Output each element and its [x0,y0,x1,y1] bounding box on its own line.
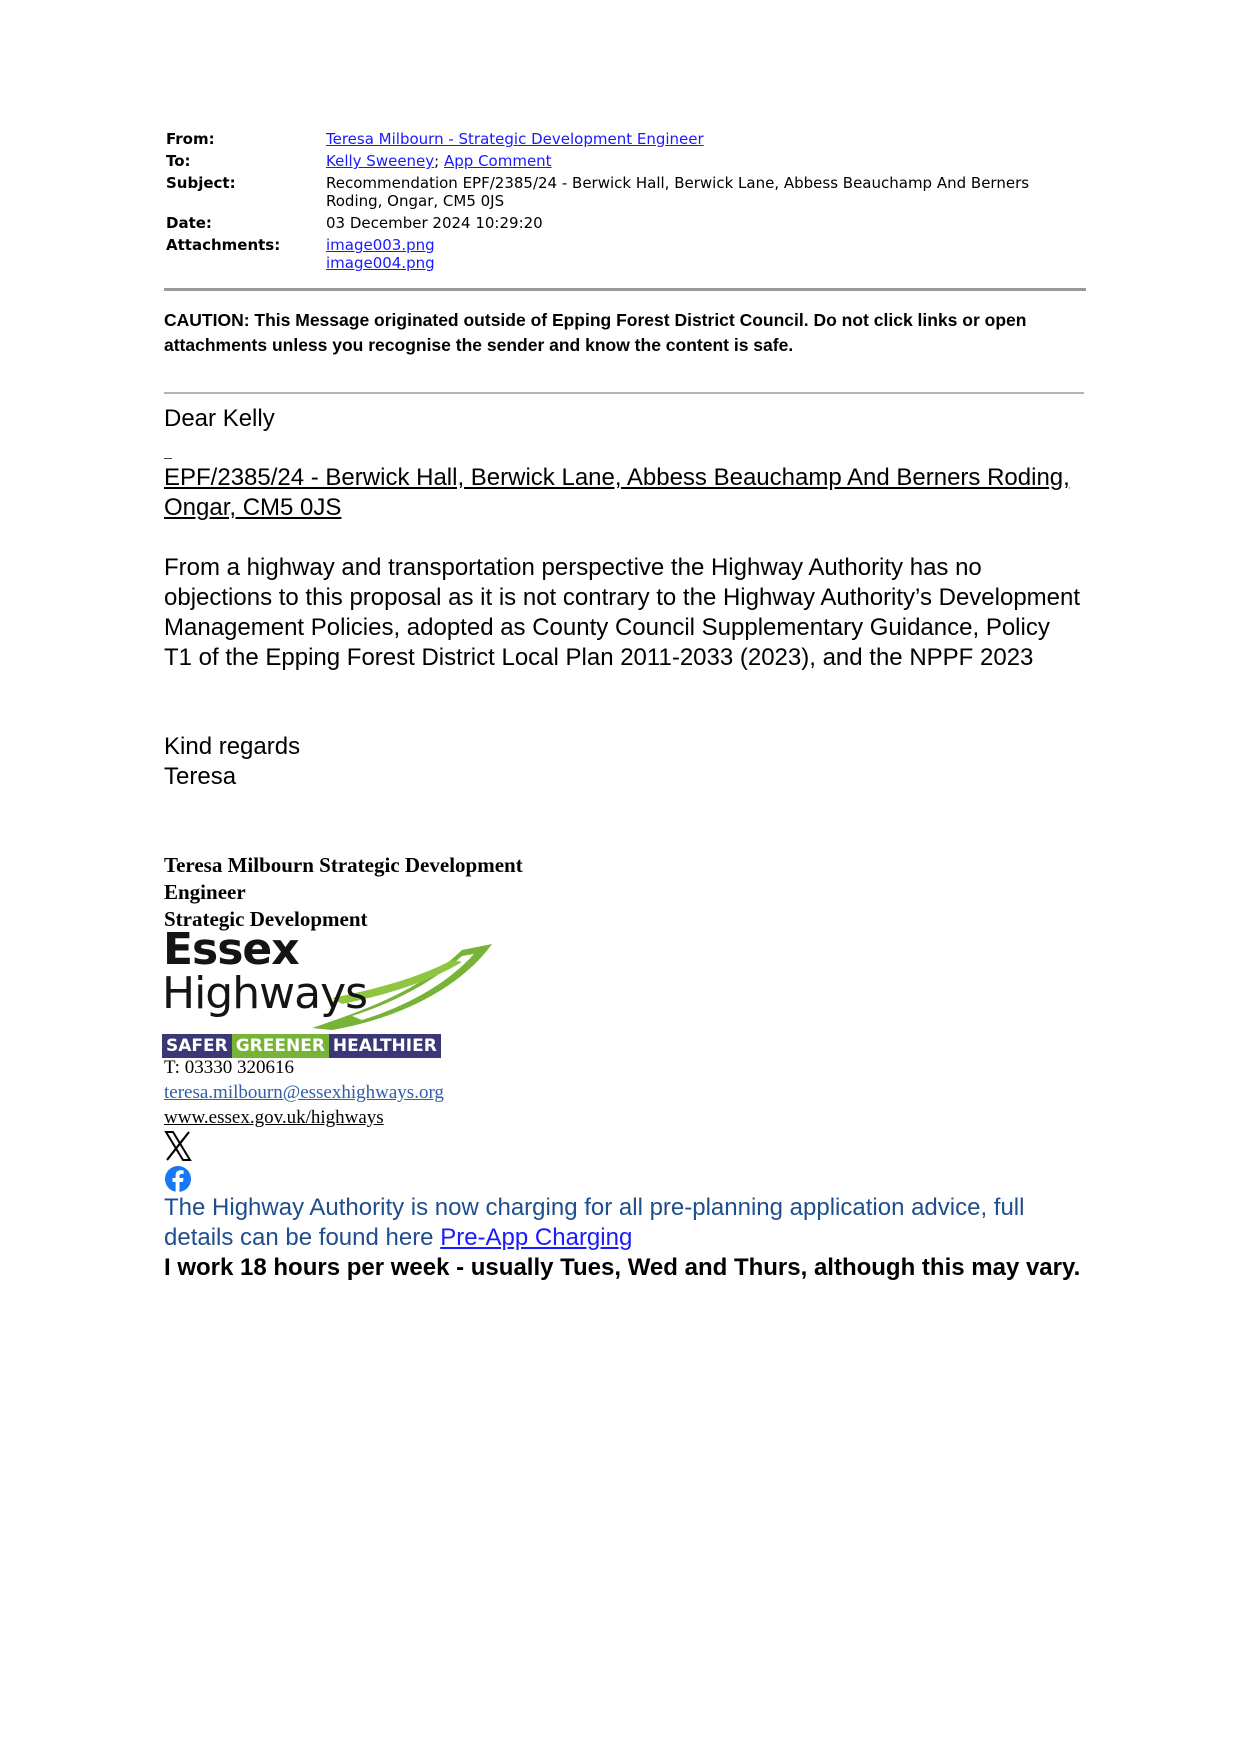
date-label: Date: [166,214,212,232]
date-value: 03 December 2024 10:29:20 [326,214,543,232]
signature-block [164,852,604,933]
regards-text: Kind regards [164,733,301,760]
tagline-greener: GREENER [232,1034,329,1058]
to-recipient-link[interactable]: Kelly Sweeney [326,152,435,170]
tagline-safer: SAFER [162,1034,232,1058]
to-label: To: [166,152,191,170]
header-to-row [166,152,1086,170]
signature-department: Strategic Development [164,907,368,931]
header-divider [164,288,1086,291]
header-attachments-row [166,236,1086,272]
header-subject-row [166,174,1086,210]
pre-app-notice [164,1193,1084,1253]
attachment-link[interactable]: image004.png [326,254,435,272]
signature-name-title: Teresa Milbourn Strategic Development Engineer [164,853,523,904]
email-header [166,130,1086,276]
blank-line-marker [164,458,172,459]
pre-app-charging-link[interactable]: Pre-App Charging [440,1224,633,1251]
greeting: Dear Kelly [164,405,275,432]
attachment-link[interactable]: image003.png [326,236,435,254]
from-label: From: [166,130,215,148]
attachments-label: Attachments: [166,236,281,254]
notice-text: The Highway Authority is now charging for all pre-planning application advice, full details can be found here [164,1194,1025,1251]
x-icon[interactable] [164,1131,192,1161]
sign-off [164,732,1084,792]
tagline-healthier: HEALTHIER [329,1034,441,1058]
facebook-icon[interactable] [164,1165,192,1193]
caution-divider [164,392,1084,394]
header-from-row [166,130,1086,148]
logo-essex-text: Essex [163,924,299,975]
to-recipient-link[interactable]: App Comment [444,152,552,170]
caution-banner: CAUTION: This Message originated outside of Epping Forest District Council. Do not click links or open attachments unless you recognise the sender and know the content is safe. [164,310,1027,355]
application-reference-link[interactable]: EPF/2385/24 - Berwick Hall, Berwick Lane, Abbess Beauchamp And Berners Roding, Ongar, CM5 0JS [164,464,1070,521]
signature-website-link[interactable]: www.essex.gov.uk/highways [164,1107,384,1128]
recipient-separator: ; [434,152,444,170]
logo-highways-text: Highways [162,968,368,1019]
header-date-row [166,214,1086,232]
essex-highways-logo [162,924,492,1058]
recommendation-paragraph: From a highway and transportation perspective the Highway Authority has no objections to this proposal as it is not contrary to the Highway Authority’s Development Management Policies, adopted as County Council Supplementary Guidance, Policy T1 of the Epping Forest District Local Plan 2011-2033 (2023), and the NPPF 2023 [164,554,1081,671]
working-hours-note: I work 18 hours per week - usually Tues, Wed and Thurs, although this may vary. [164,1254,1081,1281]
subject-value: Recommendation EPF/2385/24 - Berwick Hall, Berwick Lane, Abbess Beauchamp And Berners Roding, Ongar, CM5 0JS [326,174,1030,210]
signature-email-link[interactable]: teresa.milbourn@essexhighways.org [164,1082,444,1103]
signature-phone: T: 03330 320616 [164,1057,294,1078]
sender-first-name: Teresa [164,763,237,790]
from-link[interactable]: Teresa Milbourn - Strategic Development Engineer [326,130,704,148]
subject-label: Subject: [166,174,236,192]
